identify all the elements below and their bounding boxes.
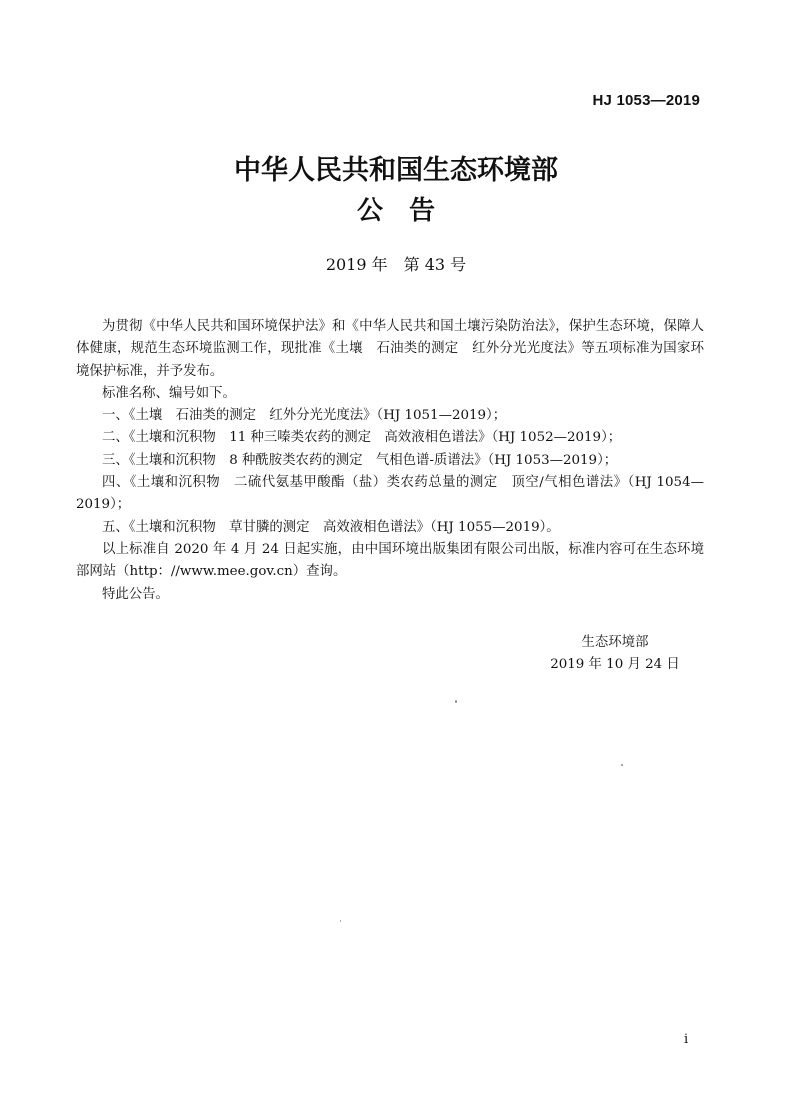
page-number: i [684, 1032, 689, 1047]
scan-speck [455, 700, 457, 703]
signature-block [540, 632, 690, 676]
standard-item-5: 五、《土壤和沉积物 草甘膦的测定 高效液相色谱法》（HJ 1055—2019）。 [102, 519, 560, 535]
standard-code: HJ 1053—2019 [592, 92, 700, 109]
paragraph-intro: 为贯彻《中华人民共和国环境保护法》和《中华人民共和国土壤污染防治法》，保护生态环境，保障人体健康，规范生态环境监测工作，现批准《土壤 石油类的测定 红外分光光度法》等五项标准为国家环境保护标准，并予发布。 [76, 319, 704, 379]
standard-item-2: 二、《土壤和沉积物 11 种三嗪类农药的测定 高效液相色谱法》（HJ 1052—2019）； [102, 430, 622, 446]
paragraph-implementation: 以上标准自 2020 年 4 月 24 日起实施，由中国环境出版集团有限公司出版，标准内容可在生态环境部网站（http：//www.mee.gov.cn）查询。 [76, 541, 704, 580]
issue-number: 2019 年 第 43 号 [325, 255, 467, 274]
ministry-title: 中华人民共和国生态环境部 [234, 155, 558, 186]
announcement-title: 公告 [356, 196, 461, 226]
paragraph-list-heading: 标准名称、编号如下。 [102, 385, 236, 401]
standard-item-1: 一、《土壤 石油类的测定 红外分光光度法》（HJ 1051—2019）； [102, 408, 507, 424]
announcement-body [76, 316, 704, 606]
scan-speck [621, 764, 623, 766]
standard-item-3: 三、《土壤和沉积物 8 种酰胺类农药的测定 气相色谱-质谱法》（HJ 1053—2019）； [102, 452, 618, 468]
paragraph-closing: 特此公告。 [102, 586, 169, 602]
signature-date: 2019 年 10 月 24 日 [550, 657, 680, 672]
signature-org: 生态环境部 [581, 635, 649, 650]
standard-item-4: 四、《土壤和沉积物 二硫代氨基甲酸酯（盐）类农药总量的测定 顶空/气相色谱法》（HJ 1054—2019）； [76, 475, 704, 513]
scan-speck [340, 920, 341, 922]
